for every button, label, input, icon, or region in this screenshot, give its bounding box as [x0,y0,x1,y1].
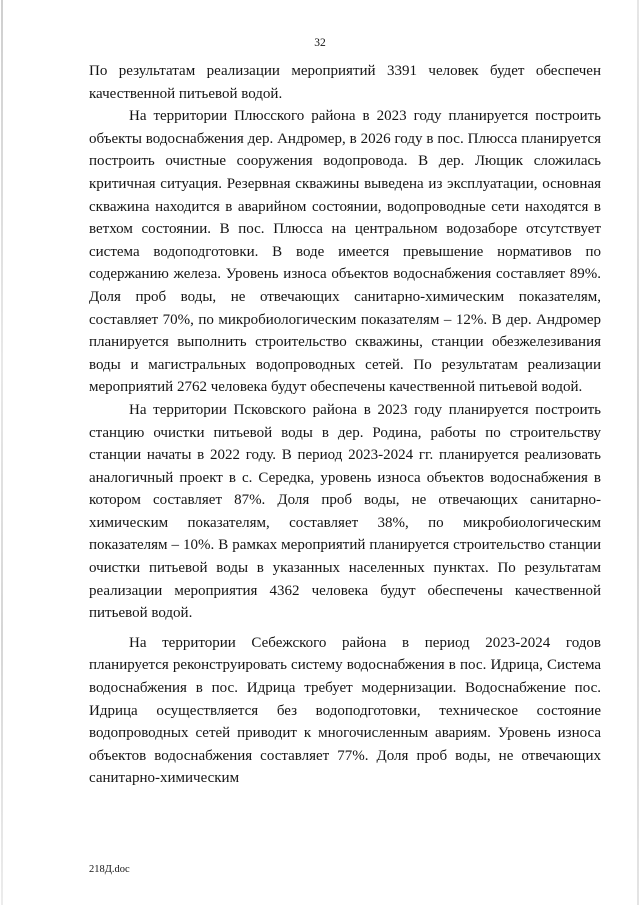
paragraph-1: По результатам реализации мероприятий 3391 человек будет обеспечен качественной питьевой водой. [89,63,601,102]
paragraph-4: На территории Себежского района в период 2023-2024 годов планируется реконструировать систему водоснабжения в пос. Идрица, Система водоснабжения в пос. Идрица требует модернизации. Водоснабжение пос. Идрица осуществляется без водоподготовки, техническое состояние водопроводных сетей приводит к многочисленным авариям. Уровень износа объектов водоснабжения составляет 77%. Доля проб воды, не отвечающих санитарно-химическим [89,634,601,787]
scan-right-edge [637,0,639,905]
scan-left-edge [1,0,3,905]
page-number: 32 [314,37,326,49]
footer-filename: 218Д.doc [89,864,130,875]
paragraph-2: На территории Плюсского района в 2023 году планируется построить объекты водоснабжения дер. Андромер, в 2026 году в пос. Плюсса планируется построить очистные сооружения водопровода. В дер. Лющик сложилась критичная ситуация. Резервная скважины выведена из эксплуатации, основная скважина находится в аварийном состоянии, водопроводные сети находятся в ветхом состоянии. В пос. Плюсса на центральном водозаборе отсутствует система водоподготовки. В воде имеется превышение нормативов по содержанию железа. Уровень износа объектов водоснабжения составляет 89%. Доля проб воды, не отвечающих санитарно-химическим показателям, составляет 70%, по микробиологическим показателям – 12%. В дер. Андромер планируется выполнить строительство скважины, станции обезжелезивания воды и магистральных водопроводных сетей. По результатам реализации мероприятий 2762 человека будут обеспечены качественной питьевой водой. [89,108,601,396]
paragraph-3: На территории Псковского района в 2023 году планируется построить станцию очистки питьевой воды в дер. Родина, работы по строительству станции начаты в 2022 году. В период 2023-2024 гг. планируется реализовать аналогичный проект в с. Середка, уровень износа объектов водоснабжения в котором составляет 87%. Доля проб воды, не отвечающих санитарно-химическим показателям, составляет 38%, по микробиологическим показателям – 10%. В рамках мероприятий планируется строительство станции очистки питьевой воды в указанных населенных пунктах. По результатам реализации мероприятия 4362 человека будут обеспечены качественной питьевой водой. [89,401,601,622]
body-text [89,60,601,790]
